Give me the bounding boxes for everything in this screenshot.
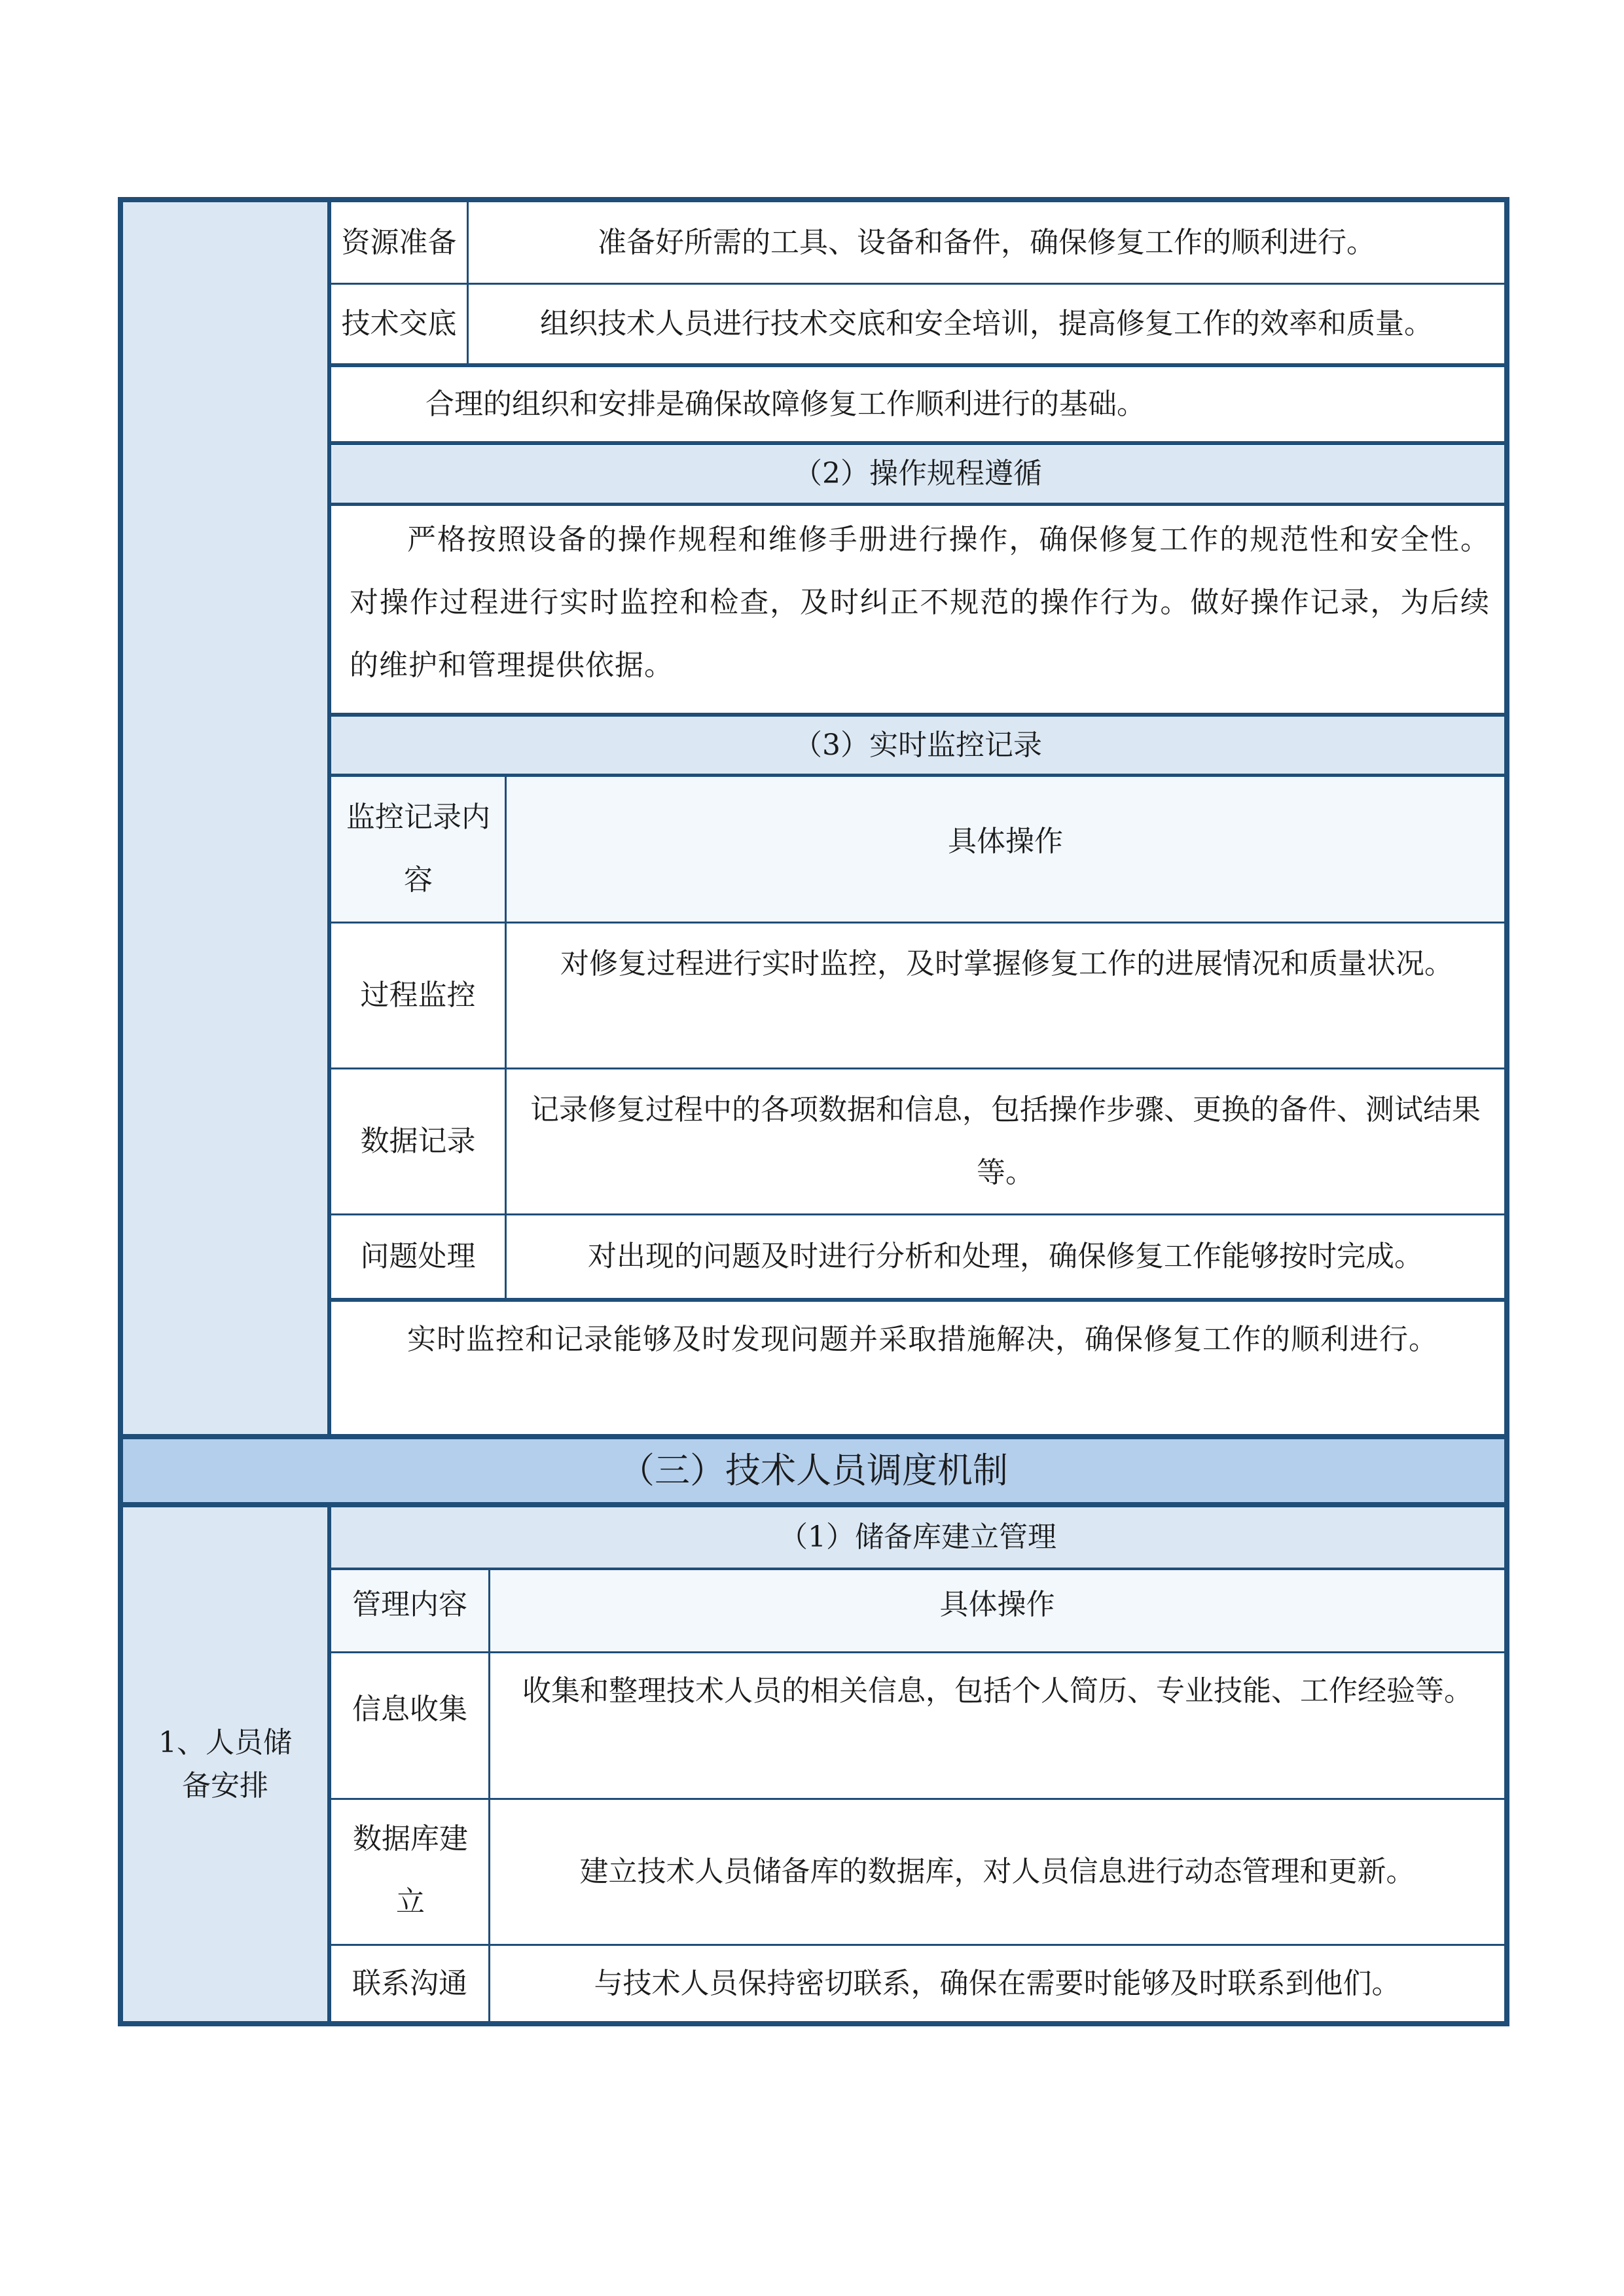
reserve-row-text: 收集和整理技术人员的相关信息，包括个人简历、专业技能、工作经验等。 — [522, 1674, 1473, 1708]
reserve-row-label: 信息收集 — [352, 1692, 467, 1726]
monitor-row-label: 数据记录 — [360, 1124, 476, 1158]
row-text-briefing: 组织技术人员进行技术交底和安全培训，提高修复工作的效率和质量。 — [540, 307, 1433, 340]
row-label-briefing: 技术交底 — [341, 307, 457, 340]
reserve-row-text: 与技术人员保持密切联系，确保在需要时能够及时联系到他们。 — [594, 1966, 1401, 2000]
document-table — [118, 197, 1509, 2026]
monitor-row-text: 记录修复过程中的各项数据和信息，包括操作步骤、更换的备件、测试结果等。 — [530, 1093, 1481, 1189]
reserve-row-label: 联系沟通 — [352, 1966, 467, 2000]
rule — [331, 1298, 1504, 1302]
monitor-row-label: 过程监控 — [360, 978, 476, 1012]
section-title: （三）技术人员调度机制 — [619, 1450, 1008, 1491]
left-label-text: 1、人员储备安排 — [158, 1725, 292, 1803]
monitor-row-label: 问题处理 — [360, 1240, 476, 1273]
monitor-row-text: 对修复过程进行实时监控，及时掌握修复工作的进展情况和质量状况。 — [560, 947, 1453, 980]
rule — [123, 1434, 1504, 1439]
reserve-header-text: 具体操作 — [939, 1588, 1055, 1621]
reserve-row-text: 建立技术人员储备库的数据库，对人员信息进行动态管理和更新。 — [579, 1855, 1415, 1888]
left-column-upper — [123, 202, 327, 1434]
monitor-header-text: 具体操作 — [948, 824, 1063, 858]
monitor-header-label: 监控记录内容 — [346, 800, 490, 897]
heading-realtime-monitor: （3）实时监控记录 — [793, 728, 1042, 762]
summary-monitor: 实时监控和记录能够及时发现问题并采取措施解决，确保修复工作的顺利进行。 — [407, 1323, 1438, 1356]
reserve-row-label: 数据库建立 — [353, 1822, 468, 1918]
monitor-row-text: 对出现的问题及时进行分析和处理，确保修复工作能够按时完成。 — [588, 1240, 1423, 1273]
reserve-header-label: 管理内容 — [352, 1588, 467, 1621]
row-text-resource: 准备好所需的工具、设备和备件，确保修复工作的顺利进行。 — [598, 225, 1375, 259]
left-label-staff-reserve — [123, 1507, 327, 2021]
heading-operation-rules: （2）操作规程遵循 — [793, 457, 1042, 490]
heading-reserve-library: （1）储备库建立管理 — [779, 1520, 1056, 1554]
summary-organization: 合理的组织和安排是确保故障修复工作顺利进行的基础。 — [425, 387, 1146, 421]
paragraph-operation-rules: 严格按照设备的操作规程和维修手册进行操作，确保修复工作的规范性和安全性。对操作过程进行实时监控和检查，及时纠正不规范的操作行为。做好操作记录，为后续的维护和管理提供依据。 — [350, 523, 1490, 682]
row-label-resource: 资源准备 — [341, 225, 457, 259]
